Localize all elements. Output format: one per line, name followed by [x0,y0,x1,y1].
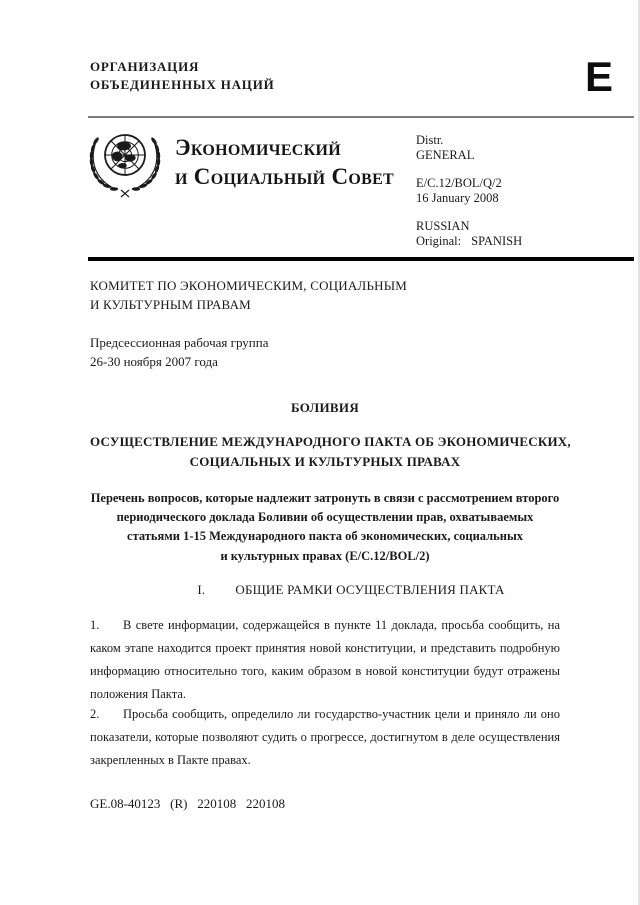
subtitle-line4: и культурных правах (E/C.12/BOL/2) [220,548,430,563]
section-numeral: I. [197,582,206,597]
main-title-line1: ОСУЩЕСТВЛЕНИЕ МЕЖДУНАРОДНОГО ПАКТА ОБ ЭКОНОМИЧЕСКИХ, [90,434,571,449]
council-title [175,133,394,191]
paragraph-2-number: 2. [90,707,100,721]
committee-name-line1: КОМИТЕТ ПО ЭКОНОМИЧЕСКИМ, СОЦИАЛЬНЫМ [90,278,407,293]
doc-date: 16 January 2008 [416,191,499,205]
doc-symbol-group [416,176,522,206]
original-language-line [416,234,522,249]
paragraph-2 [90,703,560,772]
council-title-line1: Экономический [175,135,342,160]
org-name-line1: ОРГАНИЗАЦИЯ [90,59,200,74]
un-emblem-icon [84,126,166,200]
org-name [90,58,275,94]
distr-group [416,133,522,163]
section-heading [116,581,586,598]
distr-label: Distr. [416,133,444,147]
document-subtitle [90,489,560,566]
org-name-line2: ОБЪЕДИНЕННЫХ НАЦИЙ [90,77,275,92]
paragraph-1-number: 1. [90,618,100,632]
original-value: SPANISH [471,234,523,248]
paragraph-2-text: Просьба сообщить, определило ли государство-участник цели и приняло ли оно показатели, которые позволяют судить о прогрессе, достигнутом в деле осуществления закрепленных в Пакте правах. [90,707,560,767]
doc-symbol: E/C.12/BOL/Q/2 [416,176,502,190]
section-heading-text: ОБЩИЕ РАМКИ ОСУЩЕСТВЛЕНИЯ ПАКТА [235,582,505,597]
doc-language: RUSSIAN [416,219,470,233]
masthead-divider-thick [88,257,634,261]
council-title-line2: и Социальный Совет [175,164,395,189]
distr-value: GENERAL [416,148,475,162]
distribution-block [416,133,522,262]
original-label: Original: [416,234,462,248]
document-reference: GE.08-40123 (R) 220108 220108 [90,796,285,811]
working-group-dates: 26-30 ноября 2007 года [90,353,218,369]
paragraph-1 [90,614,560,706]
working-group-name: Предсессионная рабочая группа [90,335,269,350]
paragraph-1-text: В свете информации, содержащейся в пункте 11 доклада, просьба сообщить, на каком этапе находится проект принятия новой конституции, и представить подробную информацию относительно того, каким образом в новой конституции будут отражены положения Пакта. [90,618,560,701]
header-divider-thin [88,116,634,118]
doc-series-letter: E [585,53,614,100]
subtitle-line1: Перечень вопросов, которые надлежит затронуть в связи с рассмотрением второго [90,491,560,505]
main-title-line2: СОЦИАЛЬНЫХ И КУЛЬТУРНЫХ ПРАВАХ [189,453,461,469]
subtitle-line2: периодического доклада Боливии об осуществлении прав, охватываемых [116,510,534,525]
subtitle-line3: статьями 1-15 Международного пакта об экономических, социальных [127,529,523,544]
committee-name-line2: И КУЛЬТУРНЫМ ПРАВАМ [90,296,251,312]
main-title [90,432,571,471]
working-group-info [90,334,268,371]
committee-name [90,277,407,314]
language-group [416,219,522,249]
country-title: БОЛИВИЯ [290,400,360,415]
